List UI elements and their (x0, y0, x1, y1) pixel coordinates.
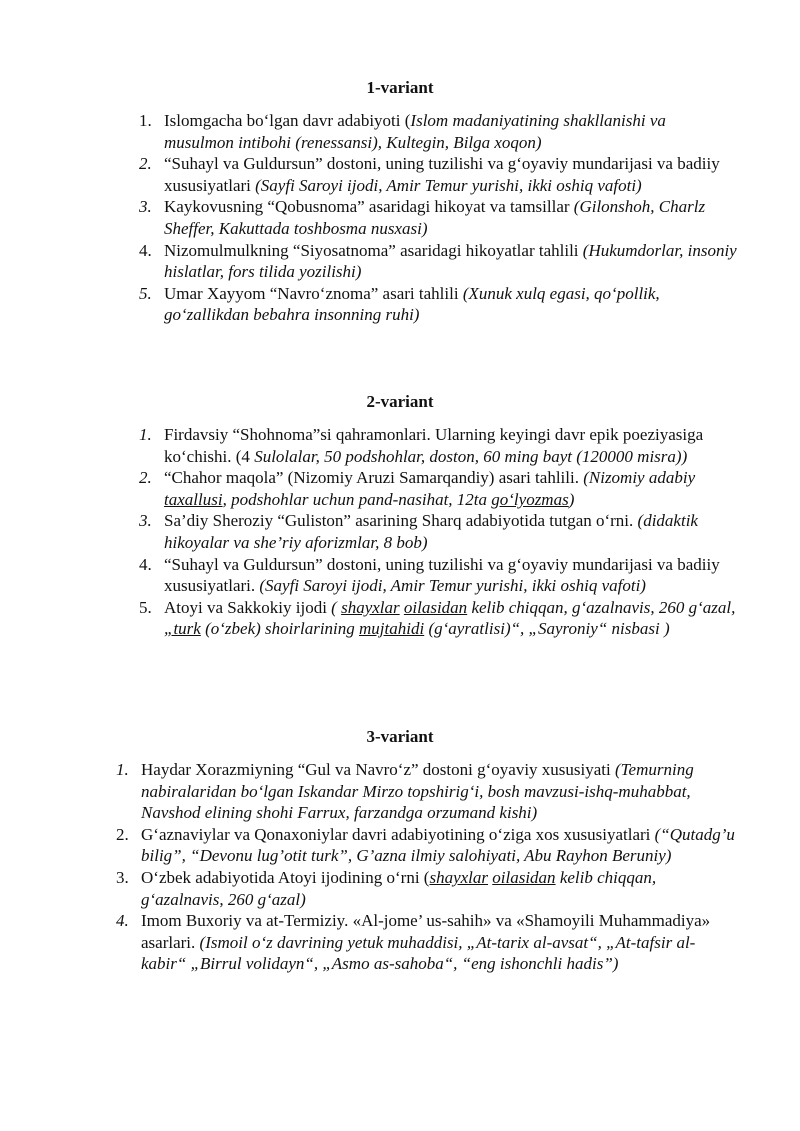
item-text: “Chahor maqola” (Nizomiy Aruzi Samarqandiy) asari tahlili. (164, 468, 584, 488)
italic-text: (Gilonshoh, Charlz Sheffer, Kakuttada toshbosma nusxasi) (164, 197, 706, 238)
italic-text: (“Qutadg’u bilig”, “Devonu lug’otit turk”, G’azna ilmiy salohiyati, Abu Rayhon Beruniy) (141, 824, 735, 866)
list-item-text (116, 759, 736, 824)
list-item-text (139, 510, 739, 553)
list-item-text (116, 867, 736, 910)
italic-text: Islom madaniyatining shakllanishi va musulmon intibohi (renessansi), Kultegin, Bilga xoqon) (164, 111, 666, 152)
item-text: O‘zbek adabiyotida Atoyi ijodining o‘rni ( (141, 867, 430, 887)
italic-text: (Xunuk xulq egasi, qo‘pollik, go‘zallikdan bebahra insonning ruhi) (164, 283, 660, 325)
item-text: Atoyi va Sakkokiy ijodi (164, 597, 332, 617)
list-item (139, 240, 739, 283)
list-item (116, 910, 736, 975)
list-item-number: 3. (139, 197, 152, 217)
italic-text: (Sayfi Saroyi ijodi, Amir Temur yurishi, ikki oshiq vafoti) (255, 175, 642, 195)
item-text: Nizomulmulkning “Siyosatnoma” asaridagi hikoyatlar tahlili (164, 240, 583, 260)
list-item (139, 153, 739, 196)
list-item-number: 5. (139, 283, 152, 303)
italic-text: ) (568, 489, 575, 509)
underlined-text: shayxlar (429, 867, 489, 887)
list-item (139, 283, 739, 326)
list-item (116, 759, 736, 824)
list-item-number: 3. (116, 867, 129, 887)
list-item-text (139, 424, 739, 467)
italic-text: Sulolalar, 50 podshohlar, doston, 60 ming bayt (120000 misra)) (254, 446, 688, 466)
variant-1-heading: 1-variant (366, 78, 434, 97)
list-item-text (139, 110, 739, 153)
italic-text: (Sayfi Saroyi ijodi, Amir Temur yurishi, ikki oshiq vafoti) (259, 576, 646, 596)
list-item-number: 4. (139, 240, 152, 260)
underlined-text: oilasidan (403, 597, 468, 617)
variant-3-section (0, 726, 800, 975)
list-item-number: 2. (139, 154, 152, 174)
italic-text: (Hukumdorlar, insoniy hislatlar, fors tilida yozilishi) (164, 240, 737, 282)
list-item-text (139, 554, 739, 597)
list-item-number: 4. (116, 911, 129, 931)
italic-text: (g‘ayratlisi)“, „Sayroniy“ nisbasi ) (424, 619, 670, 639)
italic-text: kelib chiqqan, g‘azalnavis, 260 g‘azal, (467, 597, 736, 617)
list-item (139, 554, 739, 597)
list-item (139, 467, 739, 510)
list-item-text (139, 283, 739, 326)
item-text: Umar Xayyom “Navro‘znoma” asari tahlili (164, 283, 463, 303)
underlined-text: „turk (164, 619, 201, 639)
variant-2-list (139, 424, 739, 640)
variant-3-heading: 3-variant (366, 727, 434, 746)
item-text: Imom Buxoriy va at-Termiziy. «Al-jome’ us-sahih» va «Shamoyili Muhammadiya» asarlari. (141, 911, 711, 952)
underlined-text: oilasidan (492, 867, 556, 887)
list-item-text (139, 240, 739, 283)
list-item-text (139, 153, 739, 196)
item-text: G‘aznaviylar va Qonaxoniylar davri adabiyotining o‘ziga xos xususiyatlari (141, 824, 655, 844)
variant-1-section (0, 77, 800, 326)
italic-text: , podshohlar uchun pand-nasihat, 12ta (222, 489, 492, 509)
list-item-number: 3. (139, 511, 152, 531)
list-item-text (139, 196, 739, 239)
item-text: Islomgacha bo‘lgan davr adabiyoti ( (164, 111, 411, 130)
list-item (139, 597, 739, 640)
list-item (139, 510, 739, 553)
underlined-text: taxallusi (164, 489, 223, 509)
underlined-text: go‘lyozmas (491, 489, 569, 509)
list-item (139, 110, 739, 153)
list-item (139, 196, 739, 239)
list-item-number: 4. (139, 554, 152, 574)
list-item-text (139, 597, 739, 640)
italic-text: (didaktik hikoyalar va she’riy aforizmlar, 8 bob) (164, 511, 698, 552)
italic-text: (Temurning nabiralaridan bo‘lgan Iskandar Mirzo topshirig‘i, bosh mavzusi-ishq-muhabbat, Navshod elining shohi Farrux, farzandga orzumand kishi) (141, 760, 694, 823)
underlined-text: mujtahidi (359, 619, 425, 639)
item-text: Firdavsiy “Shohnoma”si qahramonlari. Ularning keyingi davr epik poeziyasiga ko‘chishi. (4 (164, 425, 704, 466)
item-text: Sa’diy Sheroziy “Guliston” asarining Sharq adabiyotida tutgan o‘rni. (164, 511, 638, 531)
item-text: “Suhayl va Guldursun” dostoni, uning tuzilishi va g‘oyaviy mundarijasi va badiiy xususiyatlari. (164, 554, 720, 596)
list-item-number: 1. (116, 760, 129, 779)
list-item-number: 2. (116, 824, 129, 844)
italic-text: (Nizomiy adabiy (583, 468, 696, 488)
list-item-number: 2. (139, 468, 152, 488)
list-item-number: 5. (139, 597, 152, 617)
list-item (116, 867, 736, 910)
item-text: Haydar Xorazmiyning “Gul va Navro‘z” dostoni g‘oyaviy xususiyati (141, 760, 615, 779)
list-item-text (116, 824, 736, 867)
italic-text: (o‘zbek) shoirlarining (200, 619, 360, 639)
italic-text: (Ismoil o‘z davrining yetuk muhaddisi, „At-tarix al-avsat“, „At-tafsir al-kabir“ „Birrul volidayn“, „Asmo as-sahoba“, “eng ishonchli hadis”) (141, 932, 696, 974)
list-item-number: 1. (139, 425, 152, 444)
variant-2-section (0, 391, 800, 640)
list-item (139, 424, 739, 467)
underlined-text: shayxlar (341, 597, 400, 617)
list-item-number: 1. (139, 111, 152, 130)
variant-3-list (116, 759, 736, 975)
variant-1-list (139, 110, 739, 326)
italic-text: kelib chiqqan, g‘azalnavis, 260 g‘azal) (141, 867, 657, 909)
italic-text: ( (331, 597, 342, 617)
list-item-text (139, 467, 739, 510)
item-text: “Suhayl va Guldursun” dostoni, uning tuzilishi va g‘oyaviy mundarijasi va badiiy xususiyatlari (164, 154, 720, 195)
list-item-text (116, 910, 736, 975)
variant-2-heading: 2-variant (366, 392, 434, 411)
item-text: Kaykovusning “Qobusnoma” asaridagi hikoyat va tamsillar (164, 197, 574, 217)
list-item (116, 824, 736, 867)
